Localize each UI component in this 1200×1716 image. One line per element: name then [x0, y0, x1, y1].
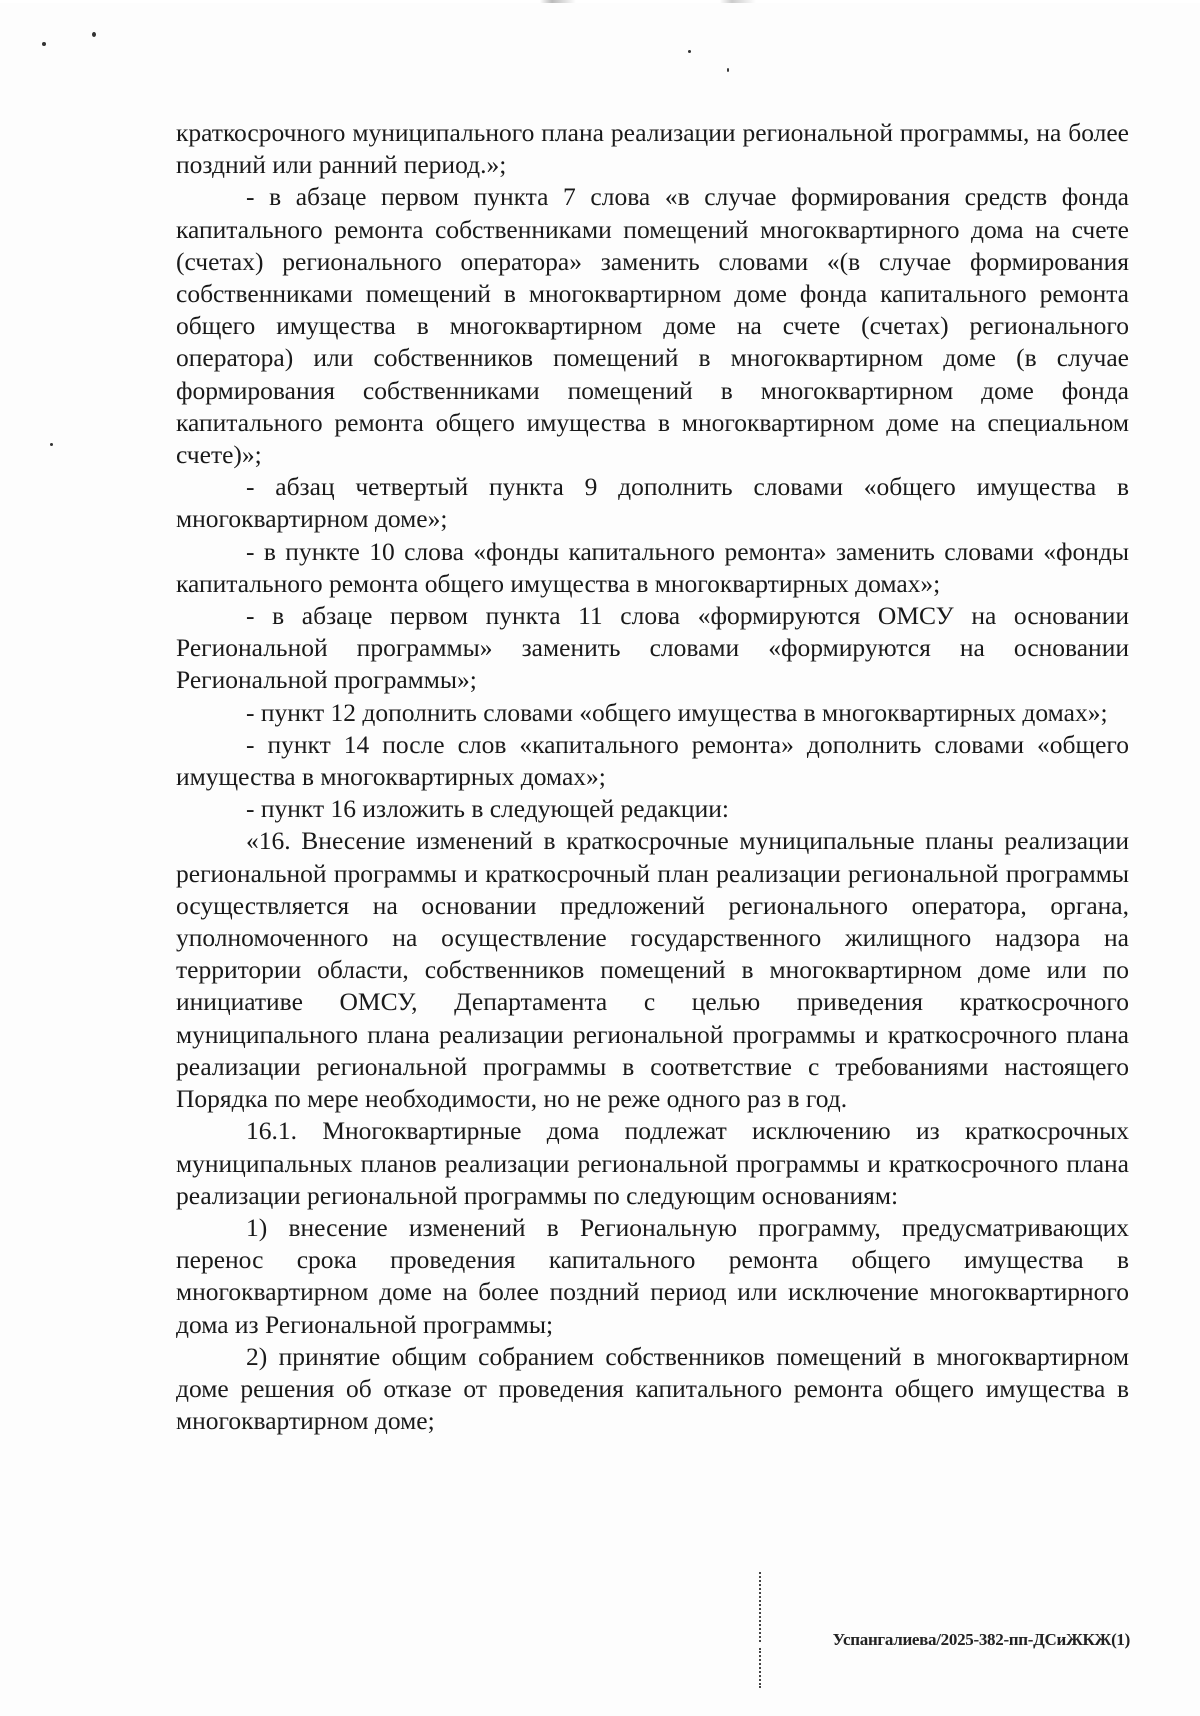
- paragraph-continuation: краткосрочного муниципального плана реализации региональной программы, на более поздний или ранний период.»;: [176, 118, 1129, 180]
- document-body: [176, 117, 1129, 1437]
- scan-speck: [50, 443, 53, 446]
- paragraph-subclause-2: 2) принятие общим собранием собственников помещений в многоквартирном доме решения об отказе от проведения капитального ремонта общего имущества в многоквартирном доме;: [176, 1341, 1129, 1436]
- paragraph-subclause-1: 1) внесение изменений в Региональную программу, предусматривающих перенос срока проведения капитального ремонта общего имущества в многоквартирном доме на более поздний период или исключение многоквартирного дома из Региональной программы;: [176, 1212, 1129, 1339]
- scan-top-edge: [0, 0, 1200, 3]
- scan-speck: [42, 42, 46, 46]
- paragraph-item-7: - в абзаце первом пункта 7 слова «в случае формирования средств фонда капитального ремонта собственниками помещений многоквартирного дома на счете (счетах) регионального оператора» заменить словами «(в случае формирования собственниками помещений в многоквартирном доме фонда капитального ремонта общего имущества в многоквартирном доме на счете (счетах) регионального оператора) или собственников помещений в многоквартирном доме (в случае формирования собственниками помещений в многоквартирном доме фонда капитального ремонта общего имущества в многоквартирном доме на специальном счете)»;: [176, 182, 1129, 470]
- paragraph-item-14: - пункт 14 после слов «капитального ремонта» дополнить словами «общего имущества в многоквартирных домах»;: [176, 729, 1129, 792]
- paragraph-item-9: - абзац четвертый пункта 9 дополнить словами «общего имущества в многоквартирном доме»;: [176, 472, 1129, 534]
- paragraph-item-11: - в абзаце первом пункта 11 слова «формируются ОМСУ на основании Региональной программы» заменить словами «формируются на основании Региональной программы»;: [176, 601, 1129, 695]
- paragraph-item-12: - пункт 12 дополнить словами «общего имущества в многоквартирных домах»;: [246, 697, 1108, 727]
- scan-speck: [92, 32, 96, 37]
- paragraph-item-16-intro: - пункт 16 изложить в следующей редакции:: [246, 794, 729, 824]
- paragraph-item-10: - в пункте 10 слова «фонды капитального ремонта» заменить словами «фонды капитального ремонта общего имущества в многоквартирных домах»;: [176, 536, 1129, 598]
- scan-speck: [727, 68, 729, 72]
- scan-speck: [688, 50, 691, 53]
- paragraph-clause-16: «16. Внесение изменений в краткосрочные муниципальные планы реализации региональной программы и краткосрочный план реализации региональной программы осуществляется на основании предложений регионального оператора, органа, уполномоченного на осуществление государственного жилищного надзора на территории области, собственников помещений в многоквартирном доме или по инициативе ОМСУ, Департамента с целью приведения краткосрочного муниципального плана реализации региональной программы и краткосрочного плана реализации региональной программы в соответствие с требованиями настоящего Порядка по мере необходимости, но не реже одного раз в год.: [176, 826, 1129, 1114]
- paragraph-clause-16-1: 16.1. Многоквартирные дома подлежат исключению из краткосрочных муниципальных планов реализации региональной программы и краткосрочного плана реализации региональной программы по следующим основаниям:: [176, 1116, 1129, 1210]
- scan-dotted-mark: [759, 1572, 761, 1642]
- scan-dotted-mark: [759, 1648, 761, 1688]
- footer-document-reference: Успангалиева/2025-382-пп-ДСиЖКЖ(1): [832, 1630, 1130, 1649]
